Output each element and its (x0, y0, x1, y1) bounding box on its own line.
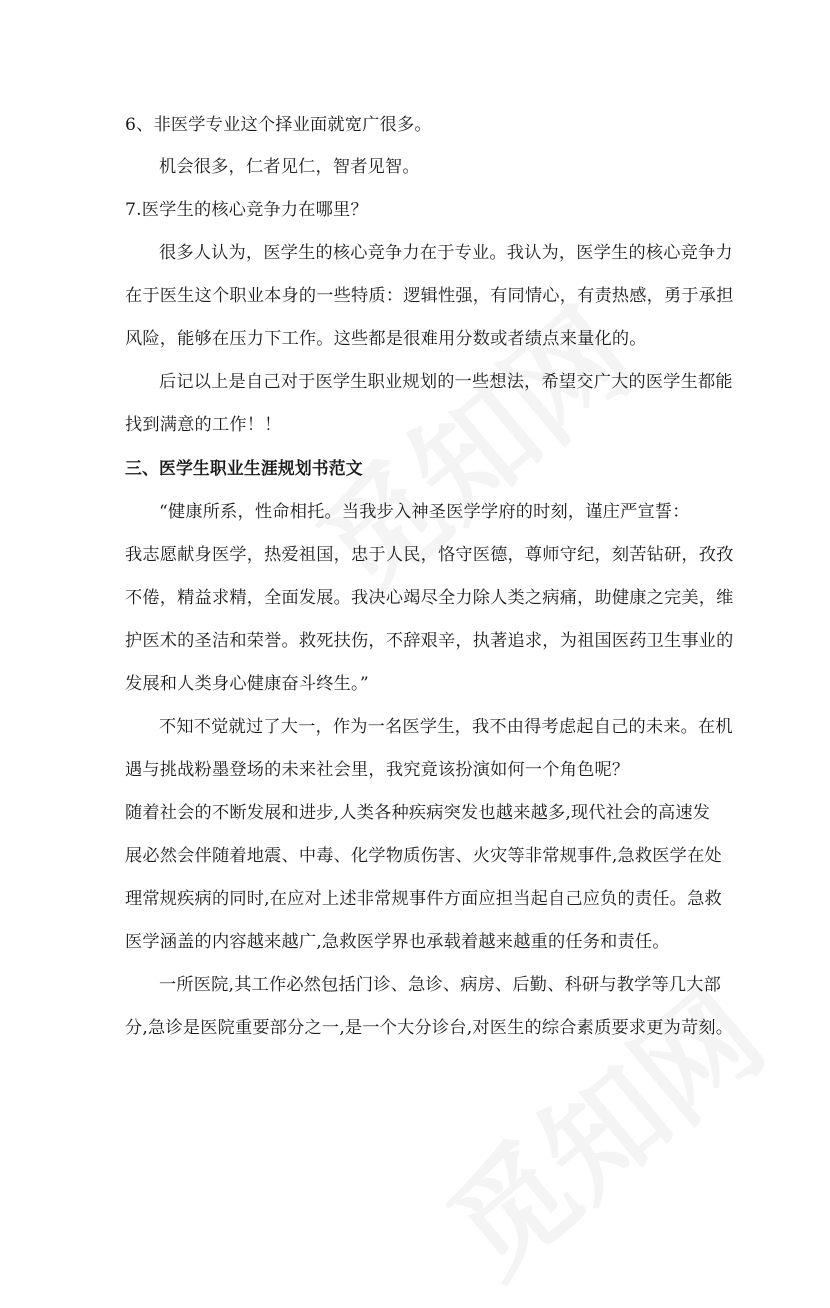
paragraph-text: 一所医院,其工作必然包括门诊、急诊、病房、后勤、科研与教学等几大部 (159, 975, 722, 995)
section-heading: 三、医学生职业生涯规划书范文 (125, 458, 363, 478)
paragraph-text: 发展和人类身心健康奋斗终生。” (125, 674, 369, 694)
paragraph-text: 医学涵盖的内容越来越广,急救医学界也承载着越来越重的任务和责任。 (125, 932, 670, 952)
paragraph-text: 护医术的圣洁和荣誉。救死扶伤，不辞艰辛，执著追求，为祖国医药卫生事业的 (125, 631, 734, 651)
paragraph-text: 我志愿献身医学，热爱祖国，忠于人民，恪守医德，尊师守纪，刻苦钻研，孜孜 (125, 545, 734, 565)
paragraph-text: 遇与挑战粉墨登场的未来社会里，我究竟该扮演如何一个角色呢？ (125, 760, 630, 780)
paragraph-text: 找到满意的工作！！ (125, 415, 282, 435)
paragraph-text: 很多人认为，医学生的核心竞争力在于专业。我认为，医学生的核心竞争力 (159, 243, 733, 263)
watermark (407, 944, 793, 1307)
paragraph-text: 不知不觉就过了大一，作为一名医学生，我不由得考虑起自己的未来。在机 (159, 717, 733, 737)
paragraph-text: 不倦，精益求精，全面发展。我决心竭尽全力除人类之病痛，助健康之完美，维 (125, 588, 734, 608)
watermark (277, 264, 663, 627)
list-item-7: 7.医学生的核心竞争力在哪里？ (125, 200, 368, 220)
paragraph-text: 展必然会伴随着地震、中毒、化学物质伤害、火灾等非常规事件,急救医学在处 (125, 846, 722, 866)
paragraph-text: 分,急诊是医院重要部分之一,是一个大分诊台,对医生的综合素质要求更为苛刻。 (125, 1018, 734, 1038)
paragraph-text: 随着社会的不断发展和进步,人类各种疾病突发也越来越多,现代社会的高速发 (125, 803, 711, 823)
paragraph-text: 机会很多，仁者见仁，智者见智。 (159, 157, 420, 177)
paragraph-text: 在于医生这个职业本身的一些特质：逻辑性强，有同情心，有责热感，勇于承担 (125, 286, 734, 306)
paragraph-text: 后记以上是自己对于医学生职业规划的一些想法，希望交广大的医学生都能 (159, 372, 733, 392)
paragraph-text: 理常规疾病的同时,在应对上述非常规事件方面应担当起自己应负的责任。急救 (125, 889, 722, 909)
paragraph-text: “健康所系，性命相托。当我步入神圣医学学府的时刻，谨庄严宣誓： (159, 502, 690, 522)
list-item-6: 6、非医学专业这个择业面就宽广很多。 (125, 115, 432, 135)
paragraph-text: 风险，能够在压力下工作。这些都是很难用分数或者绩点来量化的。 (125, 329, 647, 349)
